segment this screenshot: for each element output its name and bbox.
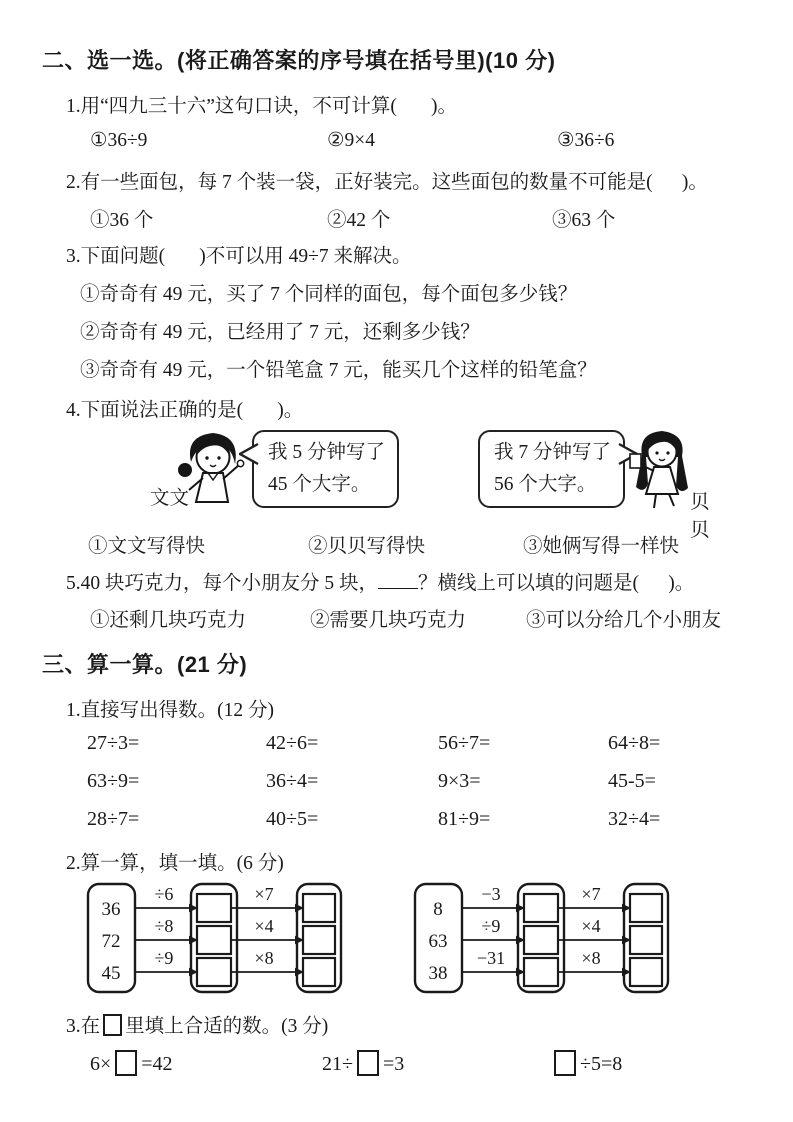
- answer-box: [303, 926, 335, 954]
- question-2-text: 2.有一些面包，每 7 个装一袋，正好装完。这些面包的数量不可能是( )。: [66, 172, 708, 193]
- answer-box: [197, 926, 231, 954]
- beibei-bubble-line2: 56 个大字。: [494, 473, 597, 495]
- d1-op2-2: ×4: [254, 916, 274, 936]
- q1-option-1: ①36÷9: [90, 130, 148, 151]
- bubble-tail-left-icon: [239, 442, 259, 466]
- fill-1-post: =42: [141, 1053, 173, 1075]
- calc-row-3: [87, 808, 660, 831]
- d2-op2-2: ×4: [581, 916, 601, 936]
- q5-text-before: 5.40 块巧克力，每个小朋友分 5 块，: [66, 573, 379, 594]
- answer-box: [630, 926, 662, 954]
- fill-item-3: [550, 1050, 622, 1076]
- q5-text-after: ？横线上可以填的问题是( )。: [418, 573, 695, 594]
- question-3-text: 3.下面问题( )不可以用 49÷7 来解决。: [66, 246, 412, 267]
- d2-input-3: 38: [428, 963, 448, 984]
- q3-item-2: ②奇奇有 49 元，已经用了 7 元，还剩多少钱？: [80, 322, 480, 343]
- q1-option-2: ②9×4: [327, 130, 375, 151]
- calc-cell: 42÷6=: [266, 732, 319, 754]
- d2-op2-3: ×8: [581, 948, 601, 968]
- fill-item-2: [322, 1050, 550, 1076]
- fill-item-1: [90, 1050, 322, 1076]
- q2-option-3: ③63 个: [552, 210, 616, 231]
- answer-box: [103, 1014, 122, 1036]
- q4-option-3: ③她俩写得一样快: [523, 536, 680, 557]
- question-4-options: [88, 530, 679, 558]
- calc-cell: 40÷5=: [266, 808, 319, 830]
- d1-op2-1: ×7: [254, 884, 274, 904]
- answer-box: [197, 958, 231, 986]
- q4-option-2: ②贝贝写得快: [308, 536, 426, 557]
- q2-option-1: ①36 个: [90, 210, 154, 231]
- beibei-name-label: 贝贝: [690, 492, 710, 541]
- section-choice-title: 二、选一选。(将正确答案的序号填在括号里)(10 分): [42, 48, 556, 73]
- calc-cell: 9×3=: [438, 770, 481, 792]
- answer-box: [524, 926, 558, 954]
- q3-item-1: ①奇奇有 49 元，买了 7 个同样的面包，每个面包多少钱？: [80, 284, 578, 305]
- question-1-options: [90, 128, 614, 152]
- d1-input-3: 45: [101, 963, 121, 984]
- calc-cell: 56÷7=: [438, 732, 491, 754]
- answer-box: [524, 958, 558, 986]
- q2-option-2: ②42 个: [327, 210, 391, 231]
- d2-input-1: 8: [433, 899, 443, 920]
- q4-option-1: ①文文写得快: [88, 536, 206, 557]
- section-calc-title: 三、算一算。(21 分): [42, 652, 248, 677]
- wenwen-bubble-line1: 我 5 分钟写了: [268, 442, 386, 463]
- answer-box: [630, 894, 662, 922]
- sub3-title-post: 里填上合适的数。(3 分): [125, 1016, 329, 1037]
- d2-op1-1: −3: [481, 884, 501, 904]
- wenwen-figure-icon: [174, 426, 252, 516]
- q3-item-3: ③奇奇有 49 元，一个铅笔盒 7 元，能买几个这样的铅笔盒？: [80, 360, 597, 381]
- q5-blank-line: [378, 588, 418, 589]
- answer-box: [115, 1050, 137, 1076]
- d2-op1-2: ÷9: [481, 916, 501, 936]
- question-5-options: [90, 604, 721, 632]
- wenwen-bubble-line2: 45 个大字。: [268, 473, 371, 495]
- flow-diagram-2: [413, 878, 673, 998]
- calc-row-2: [87, 770, 656, 793]
- flow-diagram-1: [86, 878, 346, 998]
- q1-option-3: ③36÷6: [557, 130, 615, 151]
- fill-3-post: ÷5=8: [580, 1053, 623, 1075]
- d2-input-2: 63: [428, 931, 448, 952]
- calc-cell: 81÷9=: [438, 808, 491, 830]
- q5-option-1: ①还剩几块巧克力: [90, 610, 247, 631]
- beibei-bubble-line1: 我 7 分钟写了: [494, 442, 612, 463]
- fill-2-post: =3: [382, 1053, 405, 1075]
- answer-box: [524, 894, 558, 922]
- calc-sub3-title: [66, 1010, 328, 1038]
- question-1-text: 1.用“四九三十六”这句口诀，不可计算( )。: [66, 96, 458, 117]
- wenwen-name-label: 文文: [150, 488, 190, 509]
- calc-cell: 45-5=: [608, 770, 656, 792]
- answer-box: [303, 894, 335, 922]
- beibei-figure-icon: [628, 426, 694, 522]
- answer-box: [303, 958, 335, 986]
- answer-box: [630, 958, 662, 986]
- d1-op2-3: ×8: [254, 948, 274, 968]
- d1-op1-2: ÷8: [154, 916, 174, 936]
- calc-row-1: [87, 732, 660, 755]
- answer-box: [357, 1050, 379, 1076]
- d1-input-2: 72: [101, 931, 121, 952]
- beibei-speech-bubble: [478, 430, 625, 508]
- calc-sub1-title: 1.直接写出得数。(12 分): [66, 700, 274, 721]
- sub3-title-pre: 3.在: [66, 1016, 101, 1037]
- d1-op1-3: ÷9: [154, 948, 174, 968]
- d2-op1-3: −31: [476, 948, 506, 968]
- fill-in-row: [90, 1050, 622, 1076]
- q5-option-3: ③可以分给几个小朋友: [526, 610, 722, 631]
- fill-2-pre: 21÷: [322, 1053, 353, 1075]
- wenwen-speech-bubble: [252, 430, 399, 508]
- calc-cell: 27÷3=: [87, 732, 140, 754]
- fill-1-pre: 6×: [90, 1053, 112, 1075]
- answer-box: [554, 1050, 576, 1076]
- d1-input-1: 36: [101, 899, 121, 920]
- question-4-text: 4.下面说法正确的是( )。: [66, 400, 304, 421]
- q5-option-2: ②需要几块巧克力: [310, 610, 467, 631]
- question-5-text: [66, 567, 694, 595]
- d2-op2-1: ×7: [581, 884, 601, 904]
- calc-sub2-title: 2.算一算，填一填。(6 分): [66, 853, 284, 874]
- calc-cell: 36÷4=: [266, 770, 319, 792]
- calc-cell: 63÷9=: [87, 770, 140, 792]
- d1-op1-1: ÷6: [154, 884, 174, 904]
- answer-box: [197, 894, 231, 922]
- calc-cell: 32÷4=: [608, 808, 661, 830]
- calc-cell: 28÷7=: [87, 808, 140, 830]
- question-2-options: [90, 204, 615, 232]
- calc-cell: 64÷8=: [608, 732, 661, 754]
- q4-figure: [150, 424, 710, 541]
